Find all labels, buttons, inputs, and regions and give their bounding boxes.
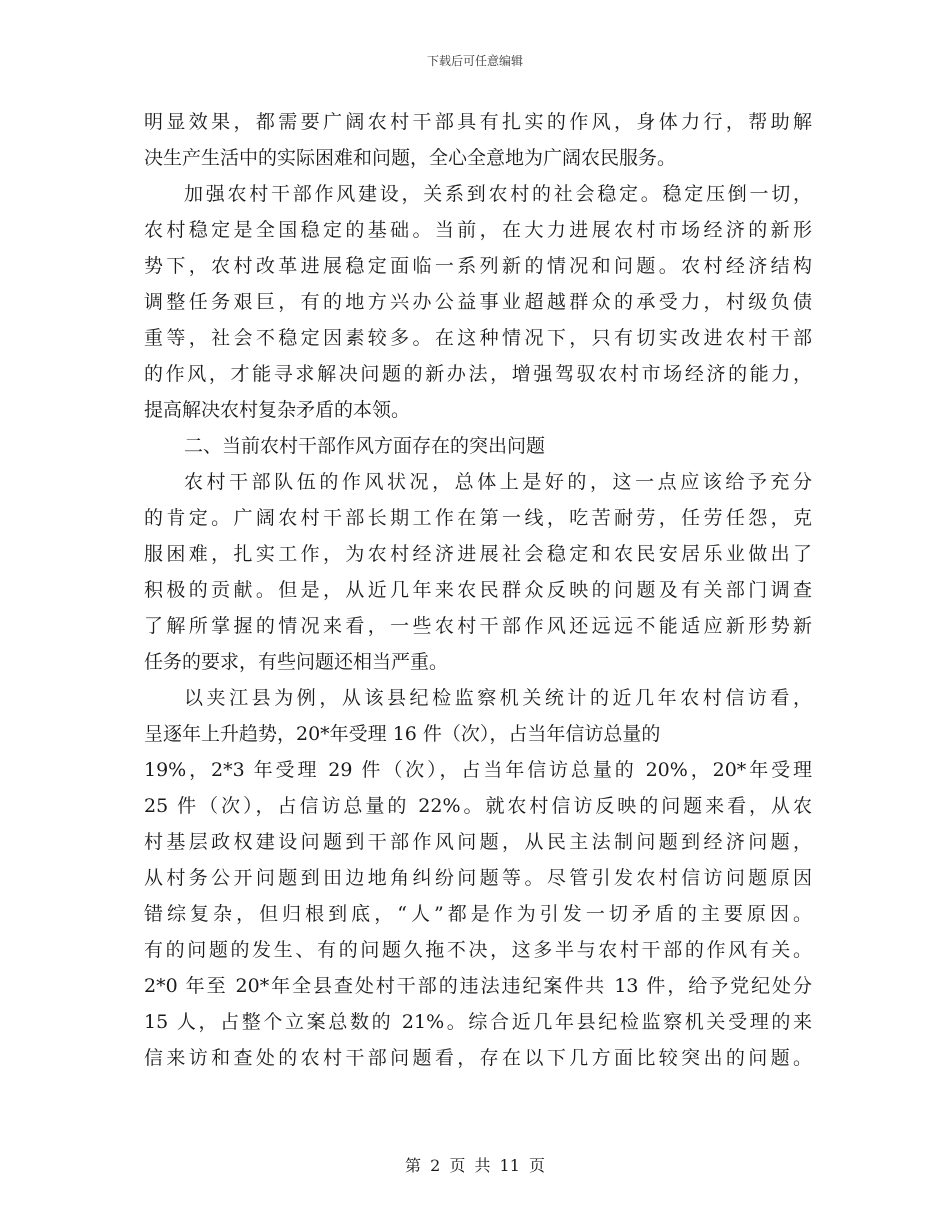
header-note: 下载后可任意编辑 xyxy=(426,54,523,68)
body-line: 19%，2*3 年受理 29 件（次），占当年信访总量的 20%，20*年受理 xyxy=(144,759,812,781)
body-line: 积极的贡献。但是，从近几年来农民群众反映的问题及有关部门调查 xyxy=(144,579,812,601)
body-line: 信来访和查处的农村干部问题看，存在以下几方面比较突出的问题。 xyxy=(144,1047,812,1069)
body-line: 村基层政权建设问题到干部作风问题，从民主法制问题到经济问题， xyxy=(144,831,812,853)
body-line: 明显效果，都需要广阔农村干部具有扎实的作风，身体力行，帮助解 xyxy=(144,111,812,133)
body-line: 农村稳定是全国稳定的基础。当前，在大力进展农村市场经济的新形 xyxy=(144,219,812,241)
body-line: 2*0 年至 20*年全县查处村干部的违法违纪案件共 13 件，给予党纪处分 xyxy=(144,975,812,997)
page-number: 第 2 页 共 11 页 xyxy=(405,1156,545,1175)
body-line: 15 人，占整个立案总数的 21%。综合近几年县纪检监察机关受理的来 xyxy=(144,1011,812,1033)
body-line: 了解所掌握的情况来看，一些农村干部作风还远远不能适应新形势新 xyxy=(144,615,812,637)
body-line: 的肯定。广阔农村干部长期工作在第一线，吃苦耐劳，任劳任怨，克 xyxy=(144,507,812,529)
body-line: 有的问题的发生、有的问题久拖不决，这多半与农村干部的作风有关。 xyxy=(144,939,812,961)
document-body xyxy=(144,104,812,1076)
section-heading: 二、当前农村干部作风方面存在的突出问题 xyxy=(184,435,546,457)
body-line: 任务的要求，有些问题还相当严重。 xyxy=(144,651,449,673)
body-line: 错综复杂，但归根到底，“人”都是作为引发一切矛盾的主要原因。 xyxy=(144,903,812,925)
body-line: 重等，社会不稳定因素较多。在这种情况下，只有切实改进农村干部 xyxy=(144,327,812,349)
body-line: 决生产生活中的实际困难和问题，全心全意地为广阔农民服务。 xyxy=(144,147,677,169)
body-line: 势下，农村改革进展稳定面临一系列新的情况和问题。农村经济结构 xyxy=(144,255,812,277)
body-line: 呈逐年上升趋势，20*年受理 16 件（次），占当年信访总量的 xyxy=(144,723,661,745)
body-line: 的作风，才能寻求解决问题的新办法，增强驾驭农村市场经济的能力， xyxy=(144,363,812,385)
body-line: 调整任务艰巨，有的地方兴办公益事业超越群众的承受力，村级负债 xyxy=(144,291,812,313)
body-line: 以夹江县为例，从该县纪检监察机关统计的近几年农村信访看， xyxy=(184,687,812,709)
body-line: 从村务公开问题到田边地角纠纷问题等。尽管引发农村信访问题原因 xyxy=(144,867,812,889)
body-line: 提高解决农村复杂矛盾的本领。 xyxy=(144,399,411,421)
body-line: 25 件（次），占信访总量的 22%。就农村信访反映的问题来看，从农 xyxy=(144,795,812,817)
body-line: 服困难，扎实工作，为农村经济进展社会稳定和农民安居乐业做出了 xyxy=(144,543,812,565)
body-line: 加强农村干部作风建设，关系到农村的社会稳定。稳定压倒一切， xyxy=(184,183,812,205)
body-line: 农村干部队伍的作风状况，总体上是好的，这一点应该给予充分 xyxy=(184,471,812,493)
